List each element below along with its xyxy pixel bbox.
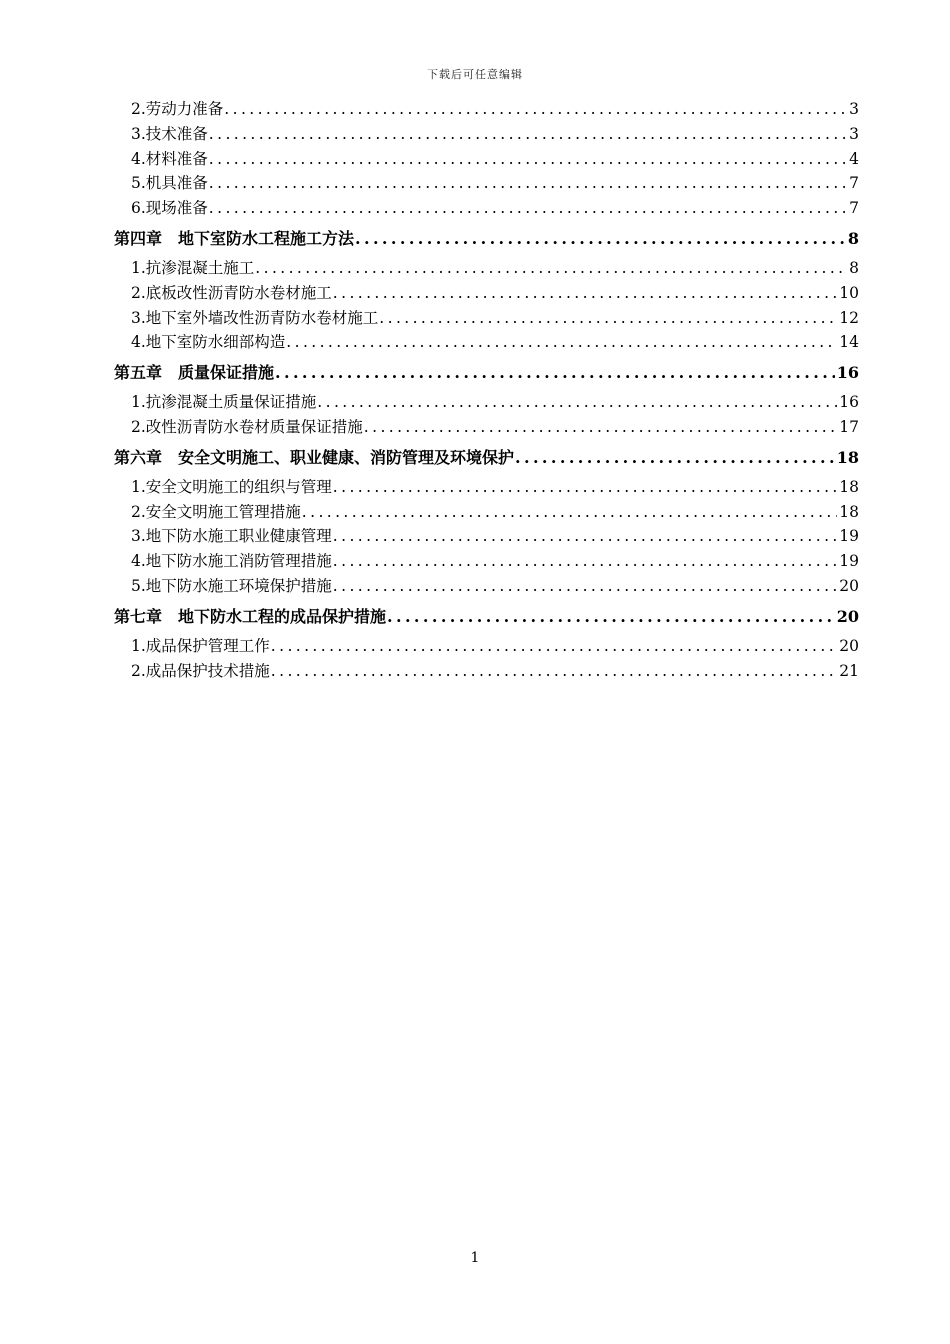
toc-chapter-title: 第七章 地下防水工程的成品保护措施: [114, 606, 387, 626]
dot-leader: [209, 196, 847, 221]
toc-entry-label: 1.安全文明施工的组织与管理: [131, 477, 332, 496]
toc-entry-page: 19: [839, 552, 859, 571]
dot-leader: [271, 634, 837, 659]
toc-entry-label: 2.劳动力准备: [131, 100, 224, 118]
toc-entry-label: 6.现场准备: [131, 199, 208, 218]
page-number: 1: [470, 1250, 480, 1266]
toc-entry-page: 10: [839, 283, 859, 302]
toc-entry-page: 3: [849, 100, 859, 118]
dot-leader: [333, 524, 837, 549]
toc-chapter-page: 16: [836, 363, 859, 383]
toc-entry-page: 7: [849, 199, 859, 218]
toc-entry-label: 1.成品保护管理工作: [131, 636, 270, 655]
toc-chapter-title: 第五章 质量保证措施: [114, 363, 275, 383]
toc-chapter-page: 18: [836, 447, 859, 467]
table-of-contents: [114, 97, 859, 683]
dot-leader: [224, 97, 847, 122]
toc-chapter-title: 第四章 地下室防水工程施工方法: [114, 228, 355, 248]
toc-chapter-5[interactable]: [114, 361, 859, 385]
toc-entry-page: 18: [839, 477, 859, 496]
toc-chapter-title: 第六章 安全文明施工、职业健康、消防管理及环境保护: [114, 447, 515, 467]
toc-entry-label: 4.材料准备: [131, 149, 208, 168]
dot-leader: [333, 281, 837, 306]
toc-entry-page: 18: [839, 502, 859, 521]
toc-entry-label: 2.底板改性沥青防水卷材施工: [131, 283, 332, 302]
dot-leader: [209, 171, 847, 196]
toc-entry[interactable]: [114, 524, 859, 549]
toc-entry[interactable]: [114, 281, 859, 306]
page-header: 下载后可任意编辑: [427, 68, 523, 81]
toc-entry-label: 2.成品保护技术措施: [131, 661, 270, 680]
toc-entry-page: 16: [839, 393, 859, 412]
toc-entry[interactable]: [114, 500, 859, 525]
toc-entry-label: 1.抗渗混凝土施工: [131, 258, 255, 277]
toc-entry-page: 14: [839, 333, 859, 352]
toc-entry[interactable]: [114, 306, 859, 331]
toc-entry-label: 4.地下室防水细部构造: [131, 333, 286, 352]
dot-leader: [333, 574, 837, 599]
toc-entry-page: 21: [839, 661, 859, 680]
dot-leader: [333, 475, 837, 500]
toc-chapter-page: 8: [847, 228, 859, 248]
toc-entry[interactable]: [114, 475, 859, 500]
dot-leader: [209, 147, 847, 172]
dot-leader: [286, 330, 837, 355]
toc-entry[interactable]: [114, 659, 859, 684]
dot-leader: [355, 227, 846, 251]
toc-entry[interactable]: [114, 122, 859, 147]
dot-leader: [209, 122, 847, 147]
dot-leader: [255, 256, 847, 281]
toc-entry-page: 17: [839, 417, 859, 436]
dot-leader: [275, 361, 835, 385]
dot-leader: [271, 659, 837, 684]
toc-entry[interactable]: [114, 549, 859, 574]
toc-entry[interactable]: [114, 634, 859, 659]
toc-entry[interactable]: [114, 147, 859, 172]
toc-entry-page: 19: [839, 527, 859, 546]
toc-entry-page: 3: [849, 124, 859, 143]
toc-entry[interactable]: [114, 415, 859, 440]
toc-entry-page: 20: [839, 576, 859, 595]
toc-chapter-4[interactable]: [114, 227, 859, 251]
toc-entry[interactable]: [114, 574, 859, 599]
toc-entry[interactable]: [114, 330, 859, 355]
toc-chapter-page: 20: [836, 606, 859, 626]
dot-leader: [333, 549, 837, 574]
dot-leader: [317, 390, 837, 415]
toc-entry-label: 2.安全文明施工管理措施: [131, 502, 301, 521]
toc-entry[interactable]: [114, 97, 859, 122]
toc-entry-label: 2.改性沥青防水卷材质量保证措施: [131, 417, 363, 436]
toc-entry-page: 8: [849, 258, 859, 277]
dot-leader: [379, 306, 837, 331]
toc-entry-label: 5.机具准备: [131, 174, 208, 193]
toc-entry[interactable]: [114, 171, 859, 196]
toc-entry-label: 3.地下防水施工职业健康管理: [131, 527, 332, 546]
toc-entry-label: 1.抗渗混凝土质量保证措施: [131, 393, 317, 412]
toc-entry-label: 3.地下室外墙改性沥青防水卷材施工: [131, 308, 379, 327]
toc-entry-page: 12: [839, 308, 859, 327]
toc-entry-label: 5.地下防水施工环境保护措施: [131, 576, 332, 595]
toc-entry[interactable]: [114, 196, 859, 221]
dot-leader: [515, 446, 835, 470]
toc-chapter-7[interactable]: [114, 605, 859, 629]
toc-chapter-6[interactable]: [114, 446, 859, 470]
toc-entry-page: 20: [839, 636, 859, 655]
dot-leader: [364, 415, 837, 440]
toc-entry-label: 4.地下防水施工消防管理措施: [131, 552, 332, 571]
dot-leader: [387, 605, 835, 629]
dot-leader: [302, 500, 837, 525]
toc-entry-page: 7: [849, 174, 859, 193]
toc-entry-label: 3.技术准备: [131, 124, 208, 143]
toc-entry-page: 4: [849, 149, 859, 168]
toc-entry[interactable]: [114, 256, 859, 281]
toc-entry[interactable]: [114, 390, 859, 415]
